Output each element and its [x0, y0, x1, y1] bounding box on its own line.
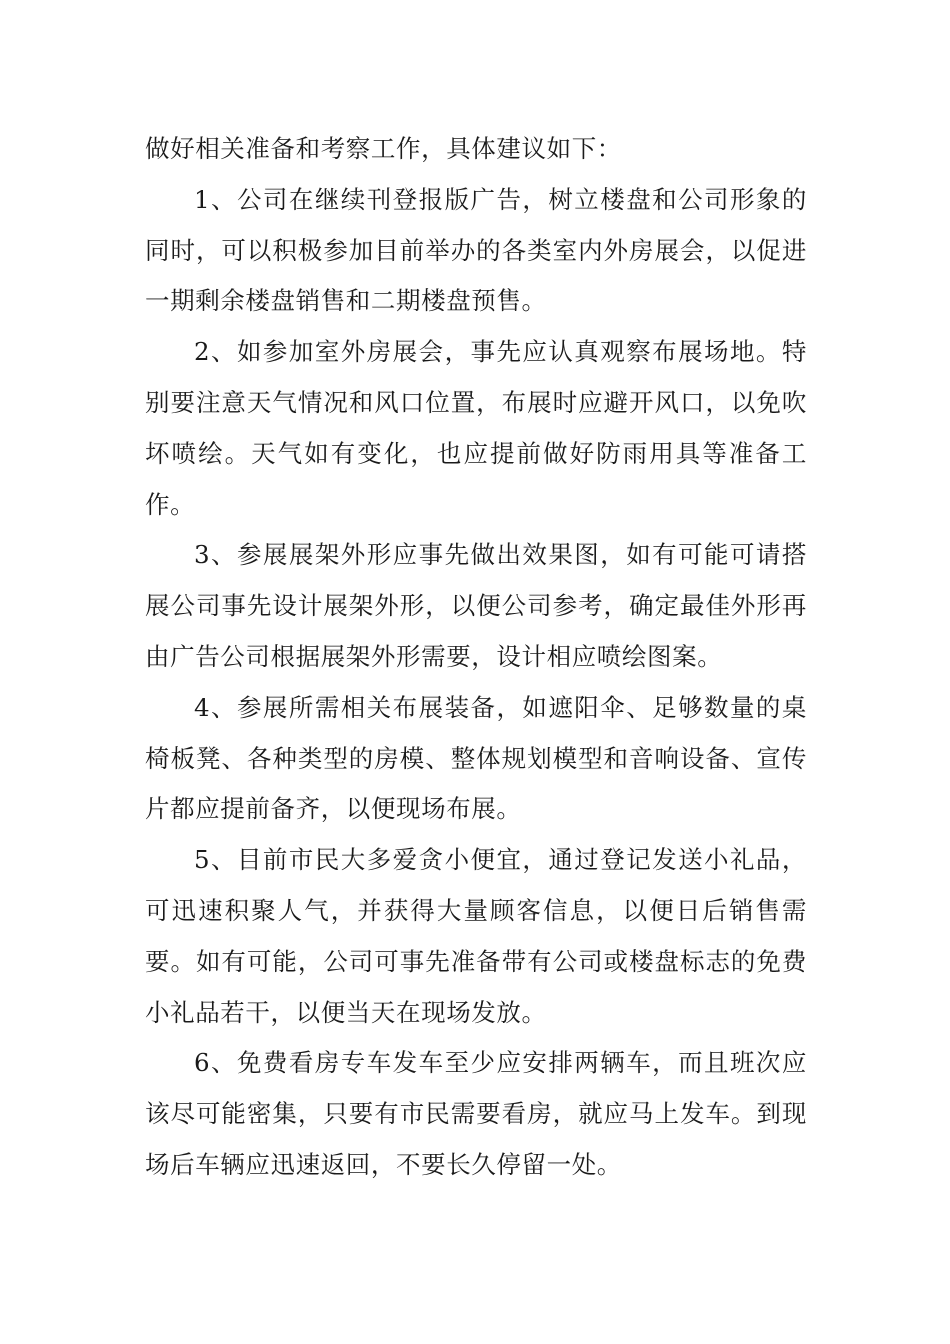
document-body — [145, 124, 807, 1191]
paragraph-item-3: 3、参展展架外形应事先做出效果图，如有可能可请搭展公司事先设计展架外形，以便公司参考，确定最佳外形再由广告公司根据展架外形需要，设计相应喷绘图案。 — [145, 540, 807, 671]
paragraph-item-5: 5、目前市民大多爱贪小便宜，通过登记发送小礼品，可迅速积聚人气，并获得大量顾客信息，以便日后销售需要。如有可能，公司可事先准备带有公司或楼盘标志的免费小礼品若干，以便当天在现场发放。 — [145, 845, 807, 1027]
paragraph-item-1: 1、公司在继续刊登报版广告，树立楼盘和公司形象的同时，可以积极参加目前举办的各类室内外房展会，以促进一期剩余楼盘销售和二期楼盘预售。 — [145, 184, 807, 316]
paragraph-item-4: 4、参展所需相关布展装备，如遮阳伞、足够数量的桌椅板凳、各种类型的房模、整体规划模型和音响设备、宣传片都应提前备齐，以便现场布展。 — [145, 692, 807, 824]
paragraph-intro: 做好相关准备和考察工作，具体建议如下： — [145, 134, 622, 163]
paragraph-item-2: 2、如参加室外房展会，事先应认真观察布展场地。特别要注意天气情况和风口位置，布展时应避开风口，以免吹坏喷绘。天气如有变化，也应提前做好防雨用具等准备工作。 — [145, 337, 807, 519]
paragraph-item-6: 6、免费看房专车发车至少应安排两辆车，而且班次应该尽可能密集，只要有市民需要看房，就应马上发车。到现场后车辆应迅速返回，不要长久停留一处。 — [145, 1048, 807, 1179]
